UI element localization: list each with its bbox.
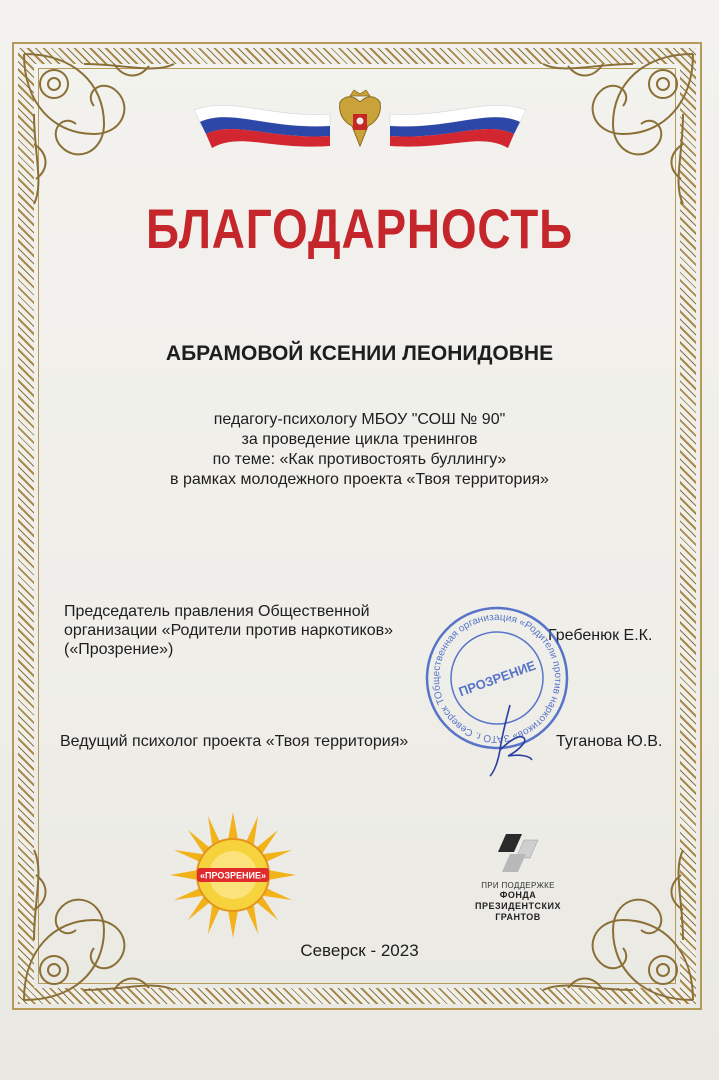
body-line: в рамках молодежного проекта «Твоя территория»	[170, 471, 549, 488]
fund-name-line: ГРАНТОВ	[495, 912, 541, 922]
position-line: («Прозрение»)	[64, 641, 174, 658]
grants-fund-icon	[496, 830, 540, 874]
recipient-name: АБРАМОВОЙ КСЕНИИ ЛЕОНИДОВНЕ	[165, 342, 554, 365]
body-line: педагогу-психологу МБОУ "СОШ № 90"	[213, 411, 506, 428]
corner-ornament-icon	[14, 44, 184, 214]
position-line: Председатель правления Общественной	[64, 603, 370, 620]
body-line: за проведение цикла тренингов	[241, 431, 478, 448]
fund-support-label: ПРИ ПОДДЕРЖКЕ	[481, 881, 555, 890]
handwritten-signature-icon	[480, 700, 540, 780]
position-line: организации «Родители против наркотиков»	[64, 622, 394, 639]
presidential-grants-logo	[458, 830, 578, 940]
signatory-2-name: Туганова Ю.В.	[556, 733, 663, 750]
svg-text:ПРОЗРЕНИЕ: ПРОЗРЕНИЕ	[456, 657, 538, 700]
coat-of-arms-icon	[340, 90, 381, 146]
corner-ornament-icon	[14, 840, 184, 1010]
signatory-1-position	[64, 602, 393, 659]
signatory-2-position: Ведущий психолог проекта «Твоя территория»	[60, 733, 409, 750]
corner-ornament-icon	[533, 44, 703, 214]
flag-ribbon-icon	[190, 88, 530, 158]
signatory-1-name: Гребенюк Е.К.	[548, 627, 653, 644]
svg-text:Общественная организация «Роди: Общественная организация «Родители против наркотиков» ЗАТО г. Северск Томской	[430, 611, 564, 745]
certificate-title: БЛАГОДАРНОСТЬ	[146, 197, 573, 260]
svg-text:«ПРОЗРЕНИЕ»: «ПРОЗРЕНИЕ»	[200, 870, 266, 881]
fund-name-line: ФОНДА	[499, 890, 537, 900]
city-year: Северск - 2023	[300, 941, 419, 960]
prozrenie-sun-logo-icon	[168, 810, 298, 940]
fund-name-line: ПРЕЗИДЕНТСКИХ	[475, 901, 561, 911]
certificate-body	[0, 410, 719, 490]
body-line: по теме: «Как противостоять буллингу»	[212, 451, 507, 468]
